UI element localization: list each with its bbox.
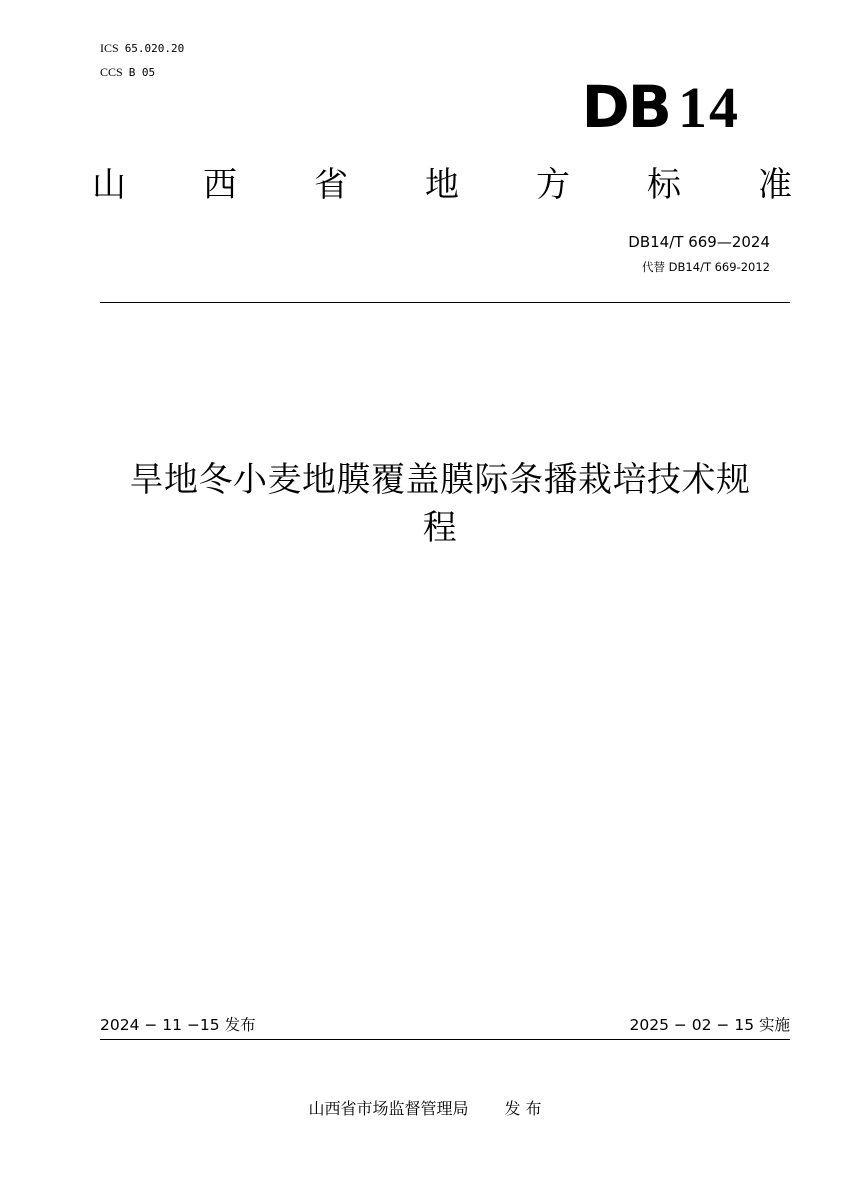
logo-prefix: DB bbox=[581, 73, 670, 141]
category-char: 准 bbox=[758, 165, 792, 205]
title-line-1: 旱地冬小麦地膜覆盖膜际条播栽培技术规 bbox=[129, 460, 751, 500]
document-title bbox=[95, 456, 785, 552]
issuer-line bbox=[0, 1098, 850, 1120]
logo-number: 14 bbox=[678, 75, 740, 140]
implement-date: 2025 − 02 − 15 实施 bbox=[629, 1016, 790, 1034]
header-divider bbox=[100, 302, 790, 303]
standard-number: DB14/T 669—2024 bbox=[628, 233, 770, 251]
ics-line bbox=[100, 40, 184, 57]
issuer-name: 山西省市场监督管理局 bbox=[308, 1099, 469, 1118]
ccs-label: CCS bbox=[100, 65, 123, 79]
category-char: 方 bbox=[536, 165, 570, 205]
ccs-code: B 05 bbox=[128, 66, 156, 79]
replaces-note: 代替 DB14/T 669-2012 bbox=[642, 260, 770, 274]
ics-label: ICS bbox=[100, 41, 119, 55]
category-title bbox=[92, 160, 792, 210]
ics-code: 65.020.20 bbox=[124, 42, 185, 55]
publish-date: 2024 − 11 −15 发布 bbox=[100, 1016, 256, 1034]
category-char: 省 bbox=[314, 165, 348, 205]
footer-divider bbox=[100, 1039, 790, 1040]
category-char: 标 bbox=[647, 165, 681, 205]
category-char: 地 bbox=[425, 165, 459, 205]
category-char: 西 bbox=[203, 165, 237, 205]
ccs-line bbox=[100, 64, 155, 81]
title-line-2: 程 bbox=[422, 508, 458, 548]
standard-logo bbox=[540, 73, 740, 141]
category-char: 山 bbox=[92, 165, 126, 205]
issuer-action: 发 布 bbox=[504, 1099, 542, 1118]
